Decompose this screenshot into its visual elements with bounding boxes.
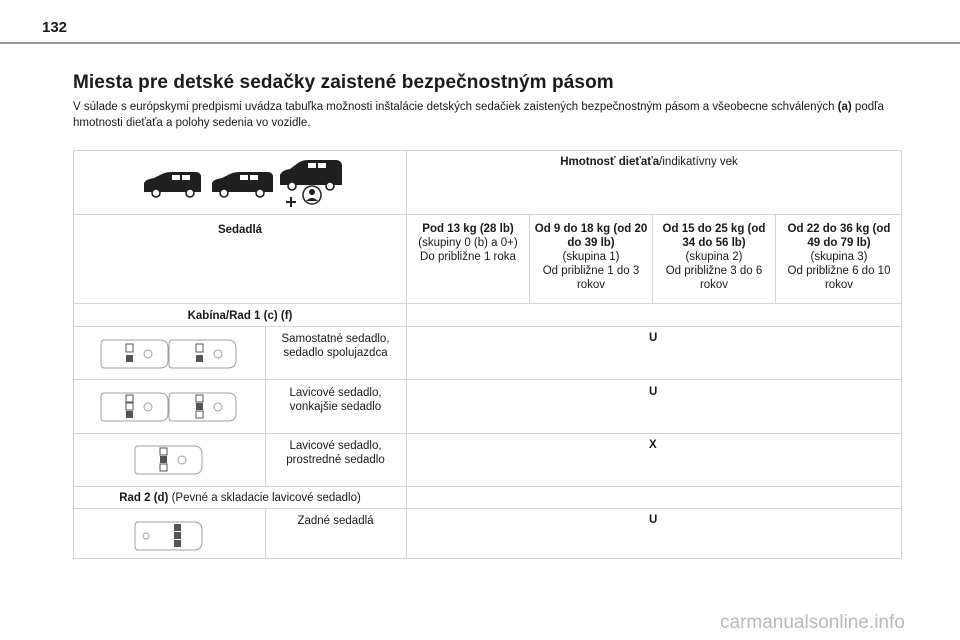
column-3-age: Od približne 3 do 6 rokov xyxy=(665,265,763,291)
section-row2-rest: (Pevné a skladacie lavicové sedadlo) xyxy=(168,492,361,504)
seat-layout-bench-middle-icon xyxy=(134,442,206,478)
row-divider xyxy=(74,486,901,487)
column-1-group: (skupiny 0 (b) a 0+) xyxy=(418,237,518,249)
row-divider xyxy=(74,433,901,434)
column-divider xyxy=(406,151,407,326)
section-row2-bold: Rad 2 (d) xyxy=(119,492,169,504)
column-divider xyxy=(652,214,653,303)
intro-text: V súlade s európskymi predpismi uvádza tabuľka možnosti inštalácie detských sedačiek zaistených bezpečnostným pásom a všeobecne schválených xyxy=(73,101,838,113)
seat-layout-rear-icon xyxy=(134,518,206,554)
vehicle-silhouettes-icon xyxy=(140,157,360,209)
column-3-group: (skupina 2) xyxy=(685,251,743,263)
child-seat-table xyxy=(73,150,902,559)
column-2-age: Od približne 1 do 3 rokov xyxy=(542,265,640,291)
column-2-weight: Od 9 do 18 kg (od 20 do 39 lb) xyxy=(534,223,648,249)
header-rule xyxy=(0,42,960,44)
section-cabin-row1: Kabína/Rad 1 (c) (f) xyxy=(187,310,293,322)
intro-text-2: podľa hmotnosti dieťaťa a polohy sedenia vo vozidle. xyxy=(73,101,884,129)
section-row2 xyxy=(74,491,406,505)
weight-header xyxy=(484,155,814,169)
row-value-rear: U xyxy=(649,514,658,526)
column-divider xyxy=(406,326,407,559)
row-value-bench-outer: U xyxy=(649,386,658,398)
row-label-passenger: Samostatné sedadlo, sedadlo spolujazdca xyxy=(281,333,390,359)
weight-column-2 xyxy=(534,222,648,292)
row-label-bench-middle: Lavicové sedadlo, prostredné sedadlo xyxy=(286,440,385,466)
row-divider xyxy=(74,326,901,327)
page-number: 132 xyxy=(42,19,68,36)
row-divider xyxy=(74,508,901,509)
row-divider xyxy=(74,214,901,215)
intro-paragraph xyxy=(73,99,903,131)
row-divider xyxy=(74,379,901,380)
weight-header-bold: Hmotnosť dieťaťa xyxy=(560,156,660,168)
seat-layout-bench-outer-icon xyxy=(100,389,240,425)
column-3-weight: Od 15 do 25 kg (od 34 do 56 lb) xyxy=(662,223,766,249)
seats-label: Sedadlá xyxy=(217,224,263,236)
row-label-bench-outer: Lavicové sedadlo, vonkajšie sedadlo xyxy=(289,387,382,413)
column-1-weight: Pod 13 kg (28 lb) xyxy=(422,223,514,235)
intro-ref: (a) xyxy=(837,101,852,113)
column-4-weight: Od 22 do 36 kg (od 49 do 79 lb) xyxy=(787,223,891,249)
column-4-group: (skupina 3) xyxy=(810,251,868,263)
column-1-age: Do približne 1 roka xyxy=(420,251,516,263)
column-2-group: (skupina 1) xyxy=(562,251,620,263)
page-title: Miesta pre detské sedačky zaistené bezpečnostným pásom xyxy=(73,72,614,93)
seat-layout-passenger-icon xyxy=(100,336,240,372)
weight-header-rest: /indikatívny vek xyxy=(659,156,738,168)
row-value-bench-middle: X xyxy=(649,439,657,451)
column-divider xyxy=(775,214,776,303)
column-4-age: Od približne 6 do 10 rokov xyxy=(787,265,891,291)
watermark: carmanualsonline.info xyxy=(720,612,905,633)
column-divider xyxy=(529,214,530,303)
weight-column-4 xyxy=(780,222,898,292)
weight-column-3 xyxy=(657,222,771,292)
row-value-passenger: U xyxy=(649,332,658,344)
row-divider xyxy=(74,303,901,304)
row-label-rear: Zadné sedadlá xyxy=(297,515,374,527)
weight-column-1 xyxy=(411,222,525,264)
